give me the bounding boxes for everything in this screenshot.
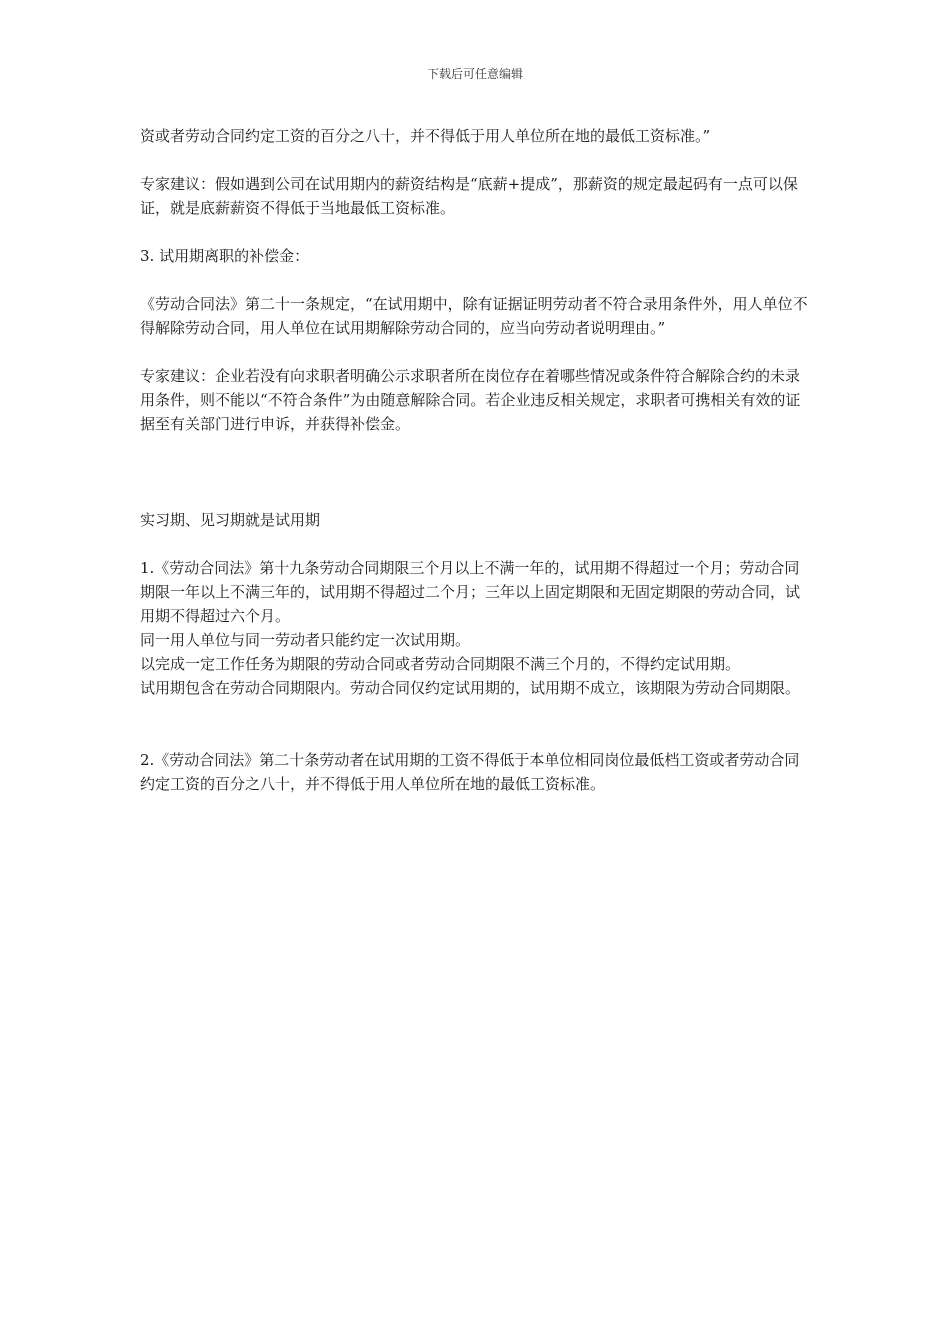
paragraph-expert-advice-dismissal: 专家建议：企业若没有向求职者明确公示求职者所在岗位存在着哪些情况或条件符合解除合约的未录用条件，则不能以“不符合条件”为由随意解除合同。若企业违反相关规定，求职者可携相关有效的证据至有关部门进行申诉，并获得补偿金。 xyxy=(140,367,801,433)
paragraph-article-19: 1.《劳动合同法》第十九条劳动合同期限三个月以上不满一年的，试用期不得超过一个月；劳动合同期限一年以上不满三年的，试用期不得超过二个月；三年以上固定期限和无固定期限的劳动合同，试用期不得超过六个月。 xyxy=(140,559,801,625)
paragraph-article-21: 《劳动合同法》第二十一条规定，“在试用期中，除有证据证明劳动者不符合录用条件外，用人单位不得解除劳动合同，用人单位在试用期解除劳动合同的，应当向劳动者说明理由。” xyxy=(140,295,808,337)
paragraph-article-20: 2.《劳动合同法》第二十条劳动者在试用期的工资不得低于本单位相同岗位最低档工资或者劳动合同约定工资的百分之八十，并不得低于用人单位所在地的最低工资标准。 xyxy=(140,751,800,793)
paragraph-one-probation: 同一用人单位与同一劳动者只能约定一次试用期。 xyxy=(140,631,471,649)
paragraph-expert-advice-salary: 专家建议：假如遇到公司在试用期内的薪资结构是“底薪+提成”，那薪资的规定最起码有一点可以保证，就是底薪薪资不得低于当地最低工资标准。 xyxy=(140,175,798,217)
section-heading-compensation: 3. 试用期离职的补偿金： xyxy=(140,247,310,265)
paragraph-probation-included: 试用期包含在劳动合同期限内。劳动合同仅约定试用期的，试用期不成立，该期限为劳动合同期限。 xyxy=(140,679,801,697)
spacer xyxy=(140,460,812,508)
section-heading-internship: 实习期、见习期就是试用期 xyxy=(140,511,321,529)
spacer xyxy=(140,700,812,748)
document-body xyxy=(140,124,812,820)
paragraph-salary-continued: 资或者劳动合同约定工资的百分之八十，并不得低于用人单位所在地的最低工资标准。” xyxy=(140,127,711,145)
paragraph-no-probation: 以完成一定工作任务为期限的劳动合同或者劳动合同期限不满三个月的，不得约定试用期。 xyxy=(140,655,741,673)
page-header-note: 下载后可任意编辑 xyxy=(426,67,523,81)
